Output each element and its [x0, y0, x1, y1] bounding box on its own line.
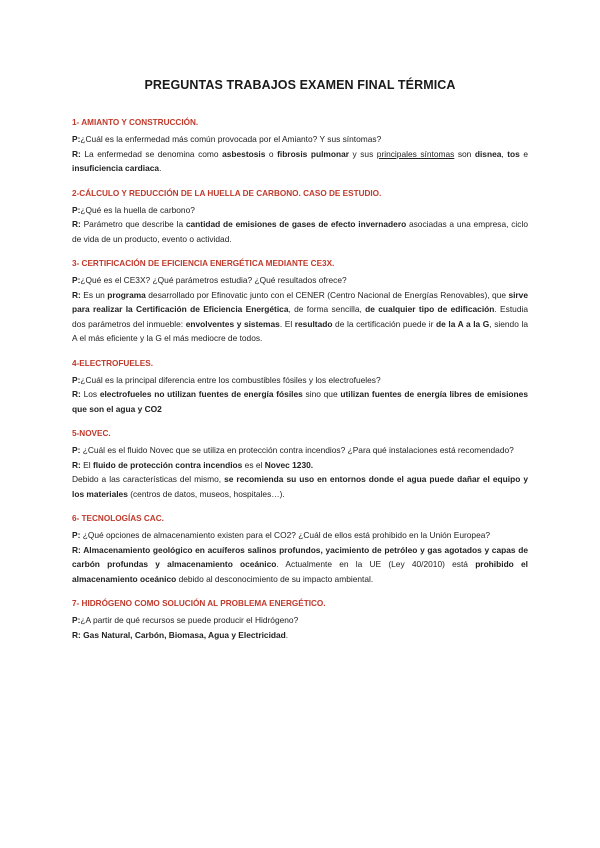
question-label: P: — [72, 204, 81, 215]
question-label: P: — [72, 374, 81, 385]
answer-underlined: principales síntomas — [376, 148, 455, 159]
section-ce3x — [72, 259, 528, 346]
answer-bold: resultado — [294, 318, 333, 329]
section-tecnologias-cac — [72, 514, 528, 586]
answer — [72, 387, 528, 416]
section-title: 4-ELECTROFUELES. — [72, 358, 153, 368]
question-text: ¿Cuál es el fluido Novec que se utiliza en protección contra incendios? ¿Para qué instalaciones está recomendado? — [80, 445, 514, 455]
answer-text: sino que — [302, 389, 341, 399]
question-text: ¿Qué es la huella de carbono? — [80, 204, 195, 215]
section-title: 2-CÁLCULO Y REDUCCIÓN DE LA HUELLA DE CARBONO. CASO DE ESTUDIO. — [72, 188, 382, 198]
answer-label: R: — [72, 289, 81, 300]
answer-label: R: — [72, 219, 81, 229]
answer-label: R: — [72, 459, 81, 470]
answer-bold: prohibido el almacenamiento oceánico — [72, 559, 529, 584]
answer-bold: se recomienda su uso en entornos donde el agua puede dañar el equipo y los materiales — [72, 474, 529, 499]
answer-text: El — [80, 459, 93, 470]
section-title: 1- AMIANTO Y CONSTRUCCIÓN. — [72, 118, 199, 127]
answer-bold: sirve para realizar la Certificación de Eficiencia Energética — [72, 289, 528, 314]
answer — [72, 458, 528, 473]
question-label: P: — [72, 530, 81, 540]
question — [72, 373, 528, 388]
answer-detail — [72, 472, 528, 501]
answer-bold: programa — [107, 289, 146, 300]
answer — [72, 217, 528, 246]
answer-text: (centros de datos, museos, hospitales…). — [127, 488, 285, 499]
answer-text: . Actualmente en la UE (Ley 40/2010) está — [276, 559, 476, 569]
answer-label: R: — [72, 544, 81, 555]
answer-label: R: — [72, 148, 81, 159]
answer-bold: de la A a la G — [436, 318, 490, 329]
answer-text: La enfermedad se denomina como — [80, 148, 223, 159]
answer-text: Debido a las características del mismo, — [72, 474, 225, 484]
question-text: ¿Qué es el CE3X? ¿Qué parámetros estudia? ¿Qué resultados ofrece? — [80, 275, 347, 285]
answer-text: Los — [80, 389, 100, 399]
answer-text: y sus — [349, 148, 377, 159]
answer-bold: cantidad de emisiones de gases de efecto invernadero — [185, 219, 407, 229]
answer — [72, 628, 528, 643]
question — [72, 443, 528, 458]
question-text: ¿A partir de qué recursos se puede producir el Hidrógeno? — [80, 615, 299, 625]
answer-text: es el — [242, 459, 265, 470]
section-title: 7- HIDRÓGENO COMO SOLUCIÓN AL PROBLEMA ENERGÉTICO. — [72, 599, 326, 608]
answer-label: R: — [72, 629, 81, 640]
answer-bold: Gas Natural, Carbón, Biomasa, Agua y Electricidad — [80, 629, 286, 640]
answer — [72, 288, 528, 346]
answer-bold: asbestosis — [222, 148, 266, 159]
answer-bold: electrofueles no utilizan fuentes de energía fósiles — [99, 389, 303, 399]
answer — [72, 147, 528, 176]
answer-bold: disnea — [474, 148, 502, 159]
question-label: P: — [72, 615, 81, 625]
question-text: ¿Qué opciones de almacenamiento existen para el CO2? ¿Cuál de ellos está prohibido en la Unión Europea? — [80, 530, 491, 540]
answer-text: desarrollado por Efinovatic junto con el CENER (Centro Nacional de Energías Renovables), que — [145, 289, 509, 300]
answer-text: debido al desconocimiento de su impacto ambiental. — [176, 573, 374, 584]
page-title: PREGUNTAS TRABAJOS EXAMEN FINAL TÉRMICA — [144, 78, 456, 92]
answer-text: asociadas a una empresa, ciclo de vida de un producto, evento o actividad. — [72, 219, 528, 244]
question — [72, 132, 528, 147]
section-amianto — [72, 118, 528, 176]
answer-bold: insuficiencia cardiaca — [72, 163, 160, 173]
section-huella-carbono — [72, 189, 528, 247]
question-label: P: — [72, 445, 81, 455]
answer-bold: Novec 1230. — [264, 459, 314, 470]
answer-label: R: — [72, 389, 81, 399]
answer-text: . — [159, 163, 162, 173]
question — [72, 273, 528, 288]
answer-text: Parámetro que describe la — [80, 219, 186, 229]
question — [72, 613, 528, 628]
answer-text: son — [454, 148, 475, 159]
question — [72, 528, 528, 543]
question-label: P: — [72, 275, 81, 285]
answer-bold: fibrosis pulmonar — [277, 148, 349, 159]
section-hidrogeno — [72, 599, 528, 642]
answer-bold: tos — [507, 148, 520, 159]
answer-text: o — [265, 148, 278, 159]
section-electrofueles — [72, 359, 528, 417]
question — [72, 203, 528, 218]
answer-text: . Estudia dos parámetros del inmueble: — [72, 304, 528, 329]
answer-text: , — [501, 148, 508, 159]
answer-bold: fluido de protección contra incendios — [92, 459, 243, 470]
answer-text: . El — [279, 318, 295, 329]
section-novec — [72, 429, 528, 501]
answer-text: . — [285, 629, 289, 640]
answer-text: de la certificación puede ir — [332, 318, 436, 329]
section-title: 3- CERTIFICACIÓN DE EFICIENCIA ENERGÉTICA MEDIANTE CE3X. — [72, 259, 335, 268]
answer-text: , de forma sencilla, — [288, 304, 366, 314]
question-text: ¿Cuál es la enfermedad más común provocada por el Amianto? Y sus síntomas? — [80, 134, 382, 144]
answer-bold: envolventes y sistemas — [185, 318, 280, 329]
answer-bold: utilizan fuentes de energía libres de emisiones que son el agua y CO2 — [72, 389, 528, 414]
answer-bold: de cualquier tipo de edificación — [365, 304, 495, 314]
answer-text: Es un — [80, 289, 108, 300]
question-label: P: — [72, 134, 81, 144]
answer-bold: Almacenamiento geológico en acuíferos salinos profundos, yacimiento de petróleo y gas agotados y capas de carbón profundas y almacenamiento oceánico — [72, 544, 528, 569]
section-title: 6- TECNOLOGÍAS CAC. — [72, 514, 164, 523]
answer-text: , siendo la A el más eficiente y la G el más mediocre de todos. — [72, 318, 528, 343]
question-text: ¿Cuál es la principal diferencia entre los combustibles fósiles y los electrofueles? — [80, 374, 381, 385]
answer-text: e — [519, 148, 529, 159]
section-title: 5-NOVEC. — [72, 429, 111, 438]
answer — [72, 543, 528, 587]
